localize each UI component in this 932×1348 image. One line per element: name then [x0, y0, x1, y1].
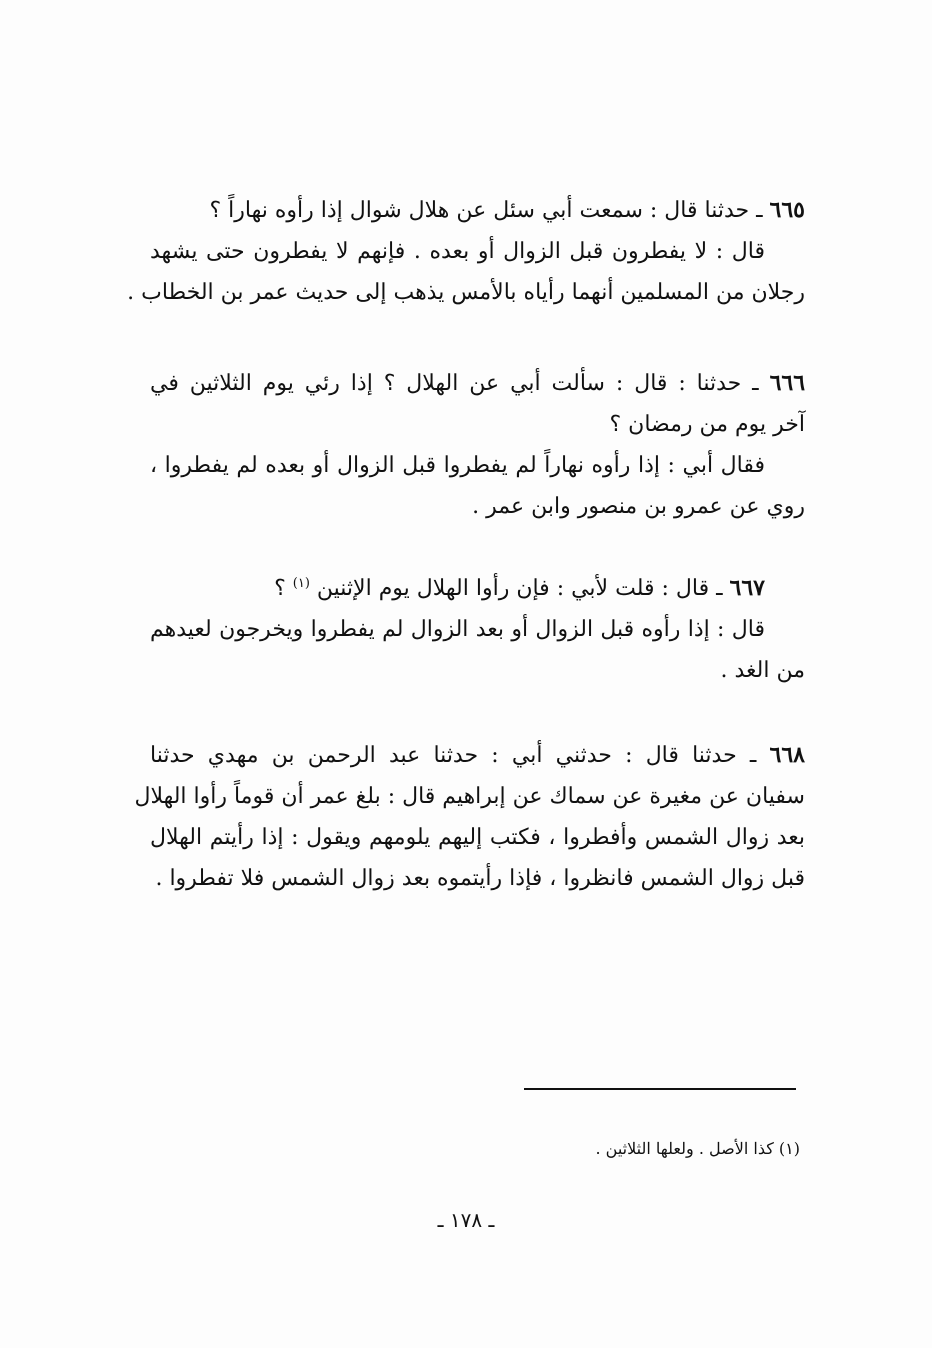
entry-668 — [134, 735, 805, 899]
entry-666 — [150, 363, 805, 527]
entry-667 — [150, 563, 805, 691]
entry-668-line-1 — [150, 735, 805, 776]
footnote: (١) كذا الأصل . ولعلها الثلاثين . — [595, 1139, 800, 1158]
footnote-reference: (١) — [292, 576, 310, 591]
entry-668-line-3: بعد زوال الشمس وأفطروا ، فكتب إليهم يلومهم ويقول : إذا رأيتم الهلال — [150, 825, 805, 850]
entry-number: ٦٦٨ — [769, 742, 805, 768]
entry-665-line-1 — [150, 190, 805, 231]
entry-text: ـ حدثنا قال : سمعت أبي سئل عن هلال شوال إذا رأوه نهاراً ؟ — [209, 198, 763, 223]
entry-number: ٦٦٥ — [769, 197, 805, 223]
entry-666-line-4: روي عن عمرو بن منصور وابن عمر . — [472, 494, 805, 519]
entry-668-line-4: قبل زوال الشمس فانظروا ، فإذا رأيتموه بعد زوال الشمس فلا تفطروا . — [155, 866, 805, 891]
entry-668-line-2: سفيان عن مغيرة عن سماك عن إبراهيم قال : بلغ عمر أن قوماً رأوا الهلال — [134, 784, 805, 809]
entry-666-line-3: فقال أبي : إذا رأوه نهاراً لم يفطروا قبل الزوال أو بعده لم يفطروا ، — [150, 453, 765, 478]
page-number: ـ ١٧٨ ـ — [437, 1208, 495, 1232]
entry-text: ـ حدثنا : قال : سألت أبي عن الهلال ؟ إذا رئي يوم الثلاثين في — [150, 371, 759, 396]
entry-666-line-2: آخر يوم من رمضان ؟ — [609, 412, 805, 437]
entry-665-line-3: رجلان من المسلمين أنهما رأياه بالأمس يذهب إلى حديث عمر بن الخطاب . — [127, 280, 805, 305]
entry-665 — [127, 190, 805, 313]
entry-667-line-1 — [150, 563, 805, 609]
entry-666-line-1 — [150, 363, 805, 404]
entry-number: ٦٦٦ — [769, 370, 806, 396]
question-mark: ؟ — [274, 576, 286, 601]
entry-text: ـ قال : قلت لأبي : فإن رأوا الهلال يوم الإثنين — [316, 576, 723, 601]
entry-665-line-2: قال : لا يفطرون قبل الزوال أو بعده . فإنهم لا يفطرون حتى يشهد — [150, 239, 765, 264]
entry-667-line-3: من الغد . — [720, 658, 805, 683]
entry-667-line-2: قال : إذا رأوه قبل الزوال أو بعد الزوال لم يفطروا ويخرجون لعيدهم — [150, 617, 765, 642]
footnote-divider — [524, 1088, 796, 1090]
entry-text: ـ حدثنا قال : حدثني أبي : حدثنا عبد الرحمن بن مهدي حدثنا — [150, 743, 757, 768]
entry-number: ٦٦٧ — [729, 575, 765, 601]
